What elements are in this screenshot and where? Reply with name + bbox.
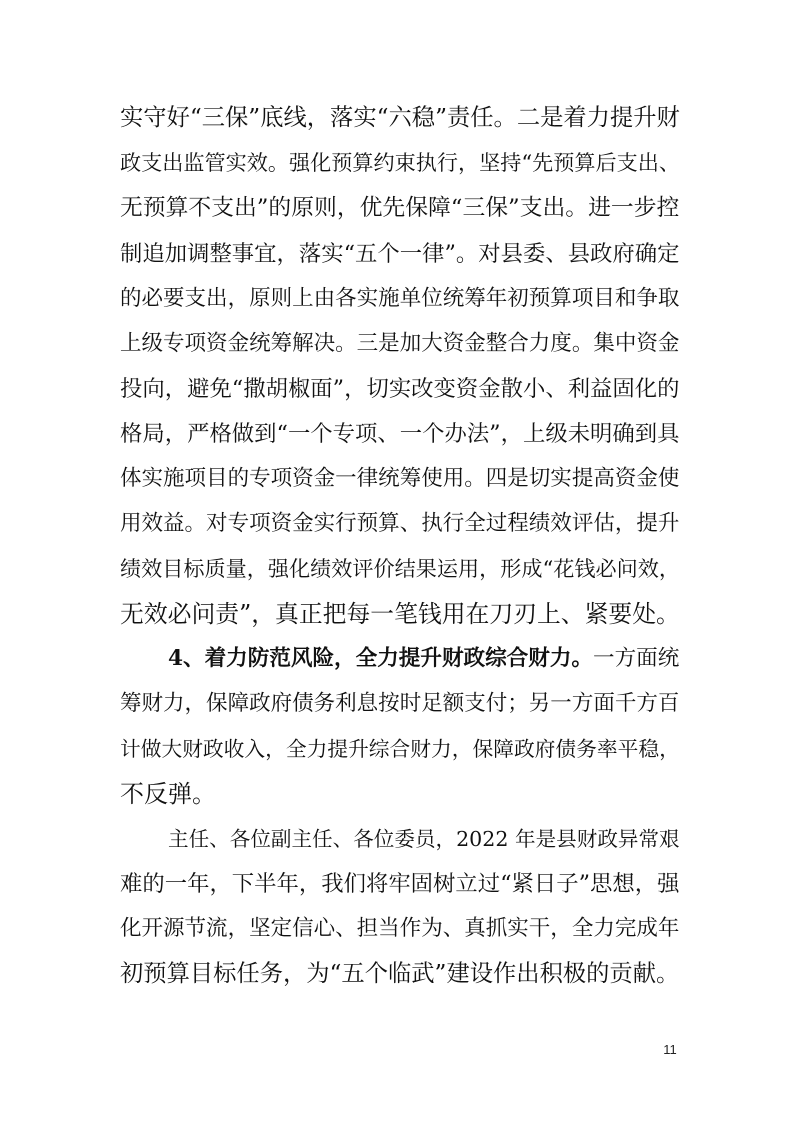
paragraph-line-12: 无效必问责”，真正把每一笔钱用在刀刃上、紧要处。 [120, 600, 680, 628]
section-4-first-line [168, 637, 680, 681]
paragraph-line-7: 投向，避免“撒胡椒面”，切实改变资金散小、利益固化的 [120, 376, 680, 402]
section-4-heading: 4、着力防范风险，全力提升财政综合财力。 [168, 646, 593, 671]
section-4-line-4: 不反弹。 [120, 780, 216, 808]
section-4-line-3: 计做大财政收入，全力提升综合财力，保障政府债务率平稳， [120, 737, 680, 761]
paragraph-line-9: 体实施项目的专项资金一律统筹使用。四是切实提高资金使 [120, 466, 680, 491]
paragraph-line-1: 实守好“三保”底线，落实“六稳”责任。二是着力提升财 [120, 104, 680, 131]
paragraph-line-6: 上级专项资金统筹解决。三是加大资金整合力度。集中资金 [120, 331, 680, 356]
section-4-first-line-rest: 一方面统 [593, 646, 680, 671]
paragraph-line-11: 绩效目标质量，强化绩效评价结果运用，形成“花钱必问效， [120, 556, 681, 581]
page-number: 11 [663, 1042, 677, 1057]
paragraph-line-4: 制追加调整事宜，落实“五个一律”。对县委、县政府确定 [120, 241, 680, 267]
paragraph-line-2: 政支出监管实效。强化预算约束执行，坚持“先预算后支出、 [120, 150, 681, 175]
closing-line-4: 初预算目标任务，为“五个临武”建设作出积极的贡献。 [120, 960, 680, 987]
paragraph-line-10: 用效益。对专项资金实行预算、执行全过程绩效评估，提升 [120, 511, 680, 536]
paragraph-line-5: 的必要支出，原则上由各实施单位统筹年初预算项目和争取 [120, 286, 680, 311]
section-4-line-2: 筹财力，保障政府债务利息按时足额支付；另一方面千方百 [120, 691, 680, 716]
closing-line-3: 化开源节流，坚定信心、担当作为、真抓实干，全力完成年 [120, 916, 680, 941]
paragraph-line-8: 格局，严格做到“一个专项、一个办法”，上级未明确到具 [120, 421, 680, 447]
closing-line-2: 难的一年，下半年，我们将牢固树立过“紧日子”思想，强 [120, 871, 680, 897]
closing-line-1: 主任、各位副主任、各位委员，2022 年是县财政异常艰 [168, 827, 680, 851]
paragraph-line-3: 无预算不支出”的原则，优先保障“三保”支出。进一步控 [120, 195, 680, 221]
